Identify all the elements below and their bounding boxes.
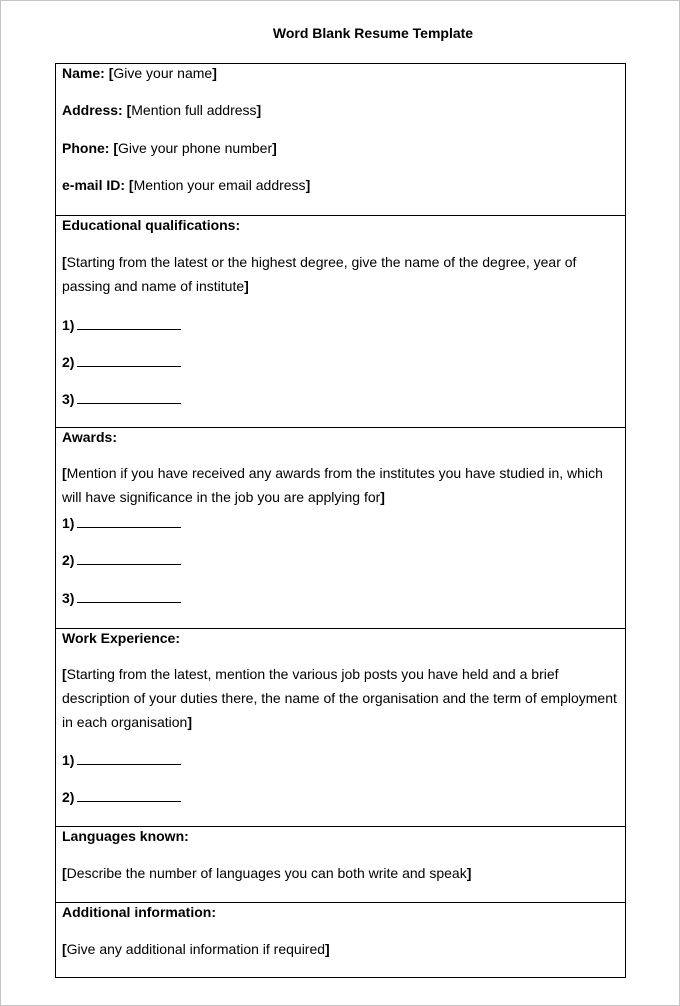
work-description: [Starting from the latest, mention the various job posts you have held and a brief	[62, 666, 559, 682]
additional-heading: Additional information:	[62, 904, 216, 920]
phone-field[interactable]: Phone: [Give your phone number]	[62, 140, 277, 156]
awards-item-1[interactable]: 1)	[62, 515, 181, 531]
work-description-cont: description of your duties there, the name of the organisation and the term of employment	[62, 690, 617, 706]
awards-item-2[interactable]: 2)	[62, 552, 181, 568]
languages-description: [Describe the number of languages you can both write and speak]	[62, 865, 472, 881]
education-item-1[interactable]: 1)	[62, 317, 181, 333]
awards-heading: Awards:	[62, 429, 117, 445]
work-description-cont2: in each organisation]	[62, 714, 192, 730]
work-item-1[interactable]: 1)	[62, 752, 181, 768]
address-field[interactable]: Address: [Mention full address]	[62, 102, 262, 118]
blank-line	[77, 515, 181, 528]
blank-line	[77, 552, 181, 565]
contact-section	[56, 64, 625, 215]
awards-section	[56, 427, 625, 628]
languages-section	[56, 826, 625, 902]
education-section	[56, 215, 625, 427]
work-heading: Work Experience:	[62, 630, 181, 646]
blank-line	[77, 317, 181, 330]
languages-heading: Languages known:	[62, 828, 189, 844]
work-item-2[interactable]: 2)	[62, 789, 181, 805]
education-description-cont: passing and name of institute]	[62, 278, 249, 294]
additional-description: [Give any additional information if required]	[62, 941, 330, 957]
education-heading: Educational qualifications:	[62, 217, 241, 233]
education-description: [Starting from the latest or the highest degree, give the name of the degree, year of	[62, 254, 577, 270]
work-section	[56, 628, 625, 826]
additional-section	[56, 902, 625, 977]
awards-description: [Mention if you have received any awards from the institutes you have studied in, which	[62, 465, 603, 481]
name-field[interactable]: Name: [Give your name]	[62, 65, 217, 81]
email-field[interactable]: e-mail ID: [Mention your email address]	[62, 177, 311, 193]
blank-line	[77, 752, 181, 765]
education-item-2[interactable]: 2)	[62, 354, 181, 370]
awards-description-cont: will have significance in the job you are applying for]	[62, 489, 385, 505]
blank-line	[77, 590, 181, 603]
blank-line	[77, 391, 181, 404]
blank-line	[77, 789, 181, 802]
document-title: Word Blank Resume Template	[272, 25, 474, 41]
blank-line	[77, 354, 181, 367]
resume-table	[55, 63, 626, 978]
awards-item-3[interactable]: 3)	[62, 590, 181, 606]
education-item-3[interactable]: 3)	[62, 391, 181, 407]
